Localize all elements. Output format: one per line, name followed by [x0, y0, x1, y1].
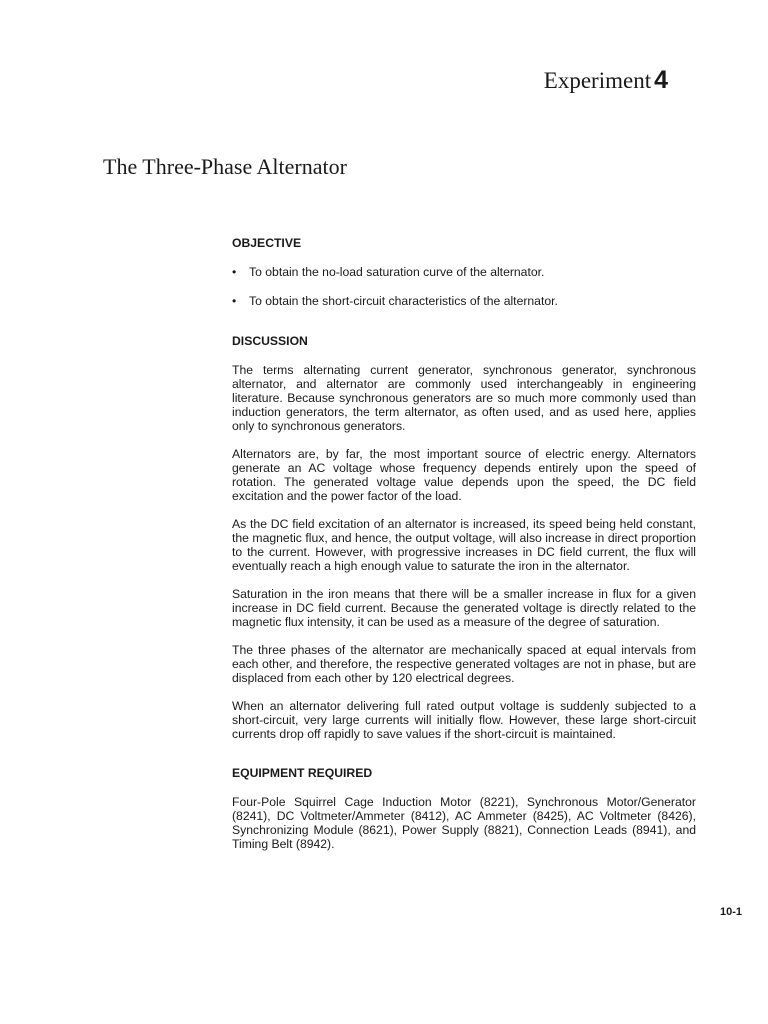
equipment-heading: EQUIPMENT REQUIRED [232, 766, 373, 780]
objective-section [232, 236, 696, 308]
discussion-paragraph: The three phases of the alternator are mechanically spaced at equal intervals from each other, and therefore, the respective generated voltages are not in phase, but are displaced from each other by 120 electrical degrees. [232, 643, 696, 685]
list-item [232, 294, 696, 308]
page-number: 10-1 [719, 906, 742, 918]
experiment-label: Experiment [543, 68, 652, 93]
equipment-section [232, 766, 696, 851]
equipment-text: Four-Pole Squirrel Cage Induction Motor (8221), Synchronous Motor/Generator (8241), DC Voltmeter/Ammeter (8412), AC Ammeter (8425), AC Voltmeter (8426), Synchronizing Module (8621), Power Supply (8821), Connection Leads (8941), and Timing Belt (8942). [232, 795, 696, 851]
list-item [232, 265, 696, 279]
main-content [232, 236, 696, 865]
discussion-paragraph: As the DC field excitation of an alternator is increased, its speed being held constant, the magnetic flux, and hence, the output voltage, will also increase in direct proportion to the current. However, with progressive increases in DC field current, the flux will eventually reach a high enough value to saturate the iron in the alternator. [232, 517, 696, 573]
bullet-icon: • [232, 294, 237, 308]
discussion-paragraph: Alternators are, by far, the most important source of electric energy. Alternators generate an AC voltage whose frequency depends entirely upon the speed of rotation. The generated voltage value depends upon the speed, the DC field excitation and the power factor of the load. [232, 447, 696, 503]
experiment-number: 4 [654, 66, 668, 94]
page-title: The Three-Phase Alternator [103, 154, 347, 179]
experiment-heading [544, 66, 668, 95]
bullet-icon: • [232, 265, 237, 279]
discussion-paragraph: Saturation in the iron means that there will be a smaller increase in flux for a given increase in DC field current. Because the generated voltage is directly related to the magnetic flux intensity, it can be used as a measure of the degree of saturation. [232, 587, 696, 629]
discussion-paragraph: The terms alternating current generator, synchronous generator, synchronous alternator, and alternator are commonly used interchangeably in engineering literature. Because synchronous generators are so much more commonly used than induction generators, the term alternator, as often used, and as used here, applies only to synchronous generators. [232, 363, 696, 433]
objective-heading: OBJECTIVE [232, 236, 302, 250]
discussion-heading: DISCUSSION [232, 334, 308, 348]
objective-bullet-text: To obtain the short-circuit characteristics of the alternator. [249, 294, 558, 308]
discussion-section [232, 334, 696, 741]
discussion-paragraph: When an alternator delivering full rated output voltage is suddenly subjected to a short-circuit, very large currents will initially flow. However, these large short-circuit currents drop off rapidly to save values if the short-circuit is maintained. [232, 699, 696, 741]
objective-bullet-text: To obtain the no-load saturation curve of the alternator. [249, 265, 545, 279]
objective-list [232, 265, 696, 308]
